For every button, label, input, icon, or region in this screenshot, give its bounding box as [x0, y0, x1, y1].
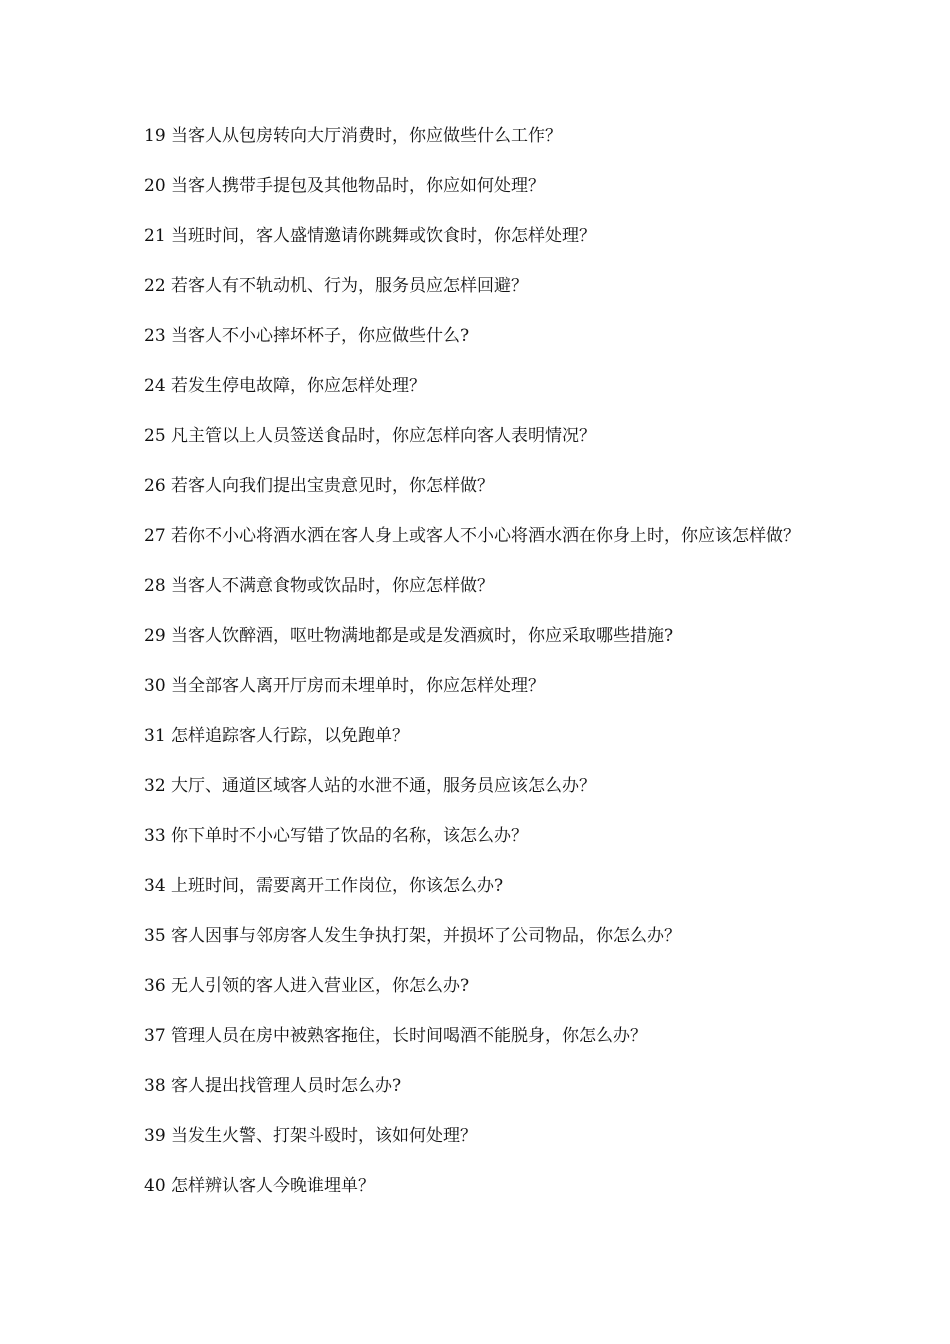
- question-34: 34 上班时间，需要离开工作岗位，你该怎么办?: [144, 876, 504, 896]
- question-25: 25 凡主管以上人员签送食品时，你应怎样向客人表明情况？: [144, 426, 597, 446]
- question-40: 40 怎样辨认客人今晚谁埋单？: [144, 1176, 376, 1196]
- question-23: 23 当客人不小心摔坏杯子，你应做些什么?: [144, 326, 470, 346]
- question-24: 24 若发生停电故障，你应怎样处理？: [144, 376, 427, 396]
- question-19: 19 当客人从包房转向大厅消费时，你应做些什么工作？: [144, 126, 563, 146]
- question-30: 30 当全部客人离开厅房而未埋单时，你应怎样处理？: [144, 676, 546, 696]
- question-20: 20 当客人携带手提包及其他物品时，你应如何处理？: [144, 176, 546, 196]
- question-28: 28 当客人不满意食物或饮品时，你应怎样做？: [144, 576, 495, 596]
- question-39: 39 当发生火警、打架斗殴时，该如何处理？: [144, 1126, 478, 1146]
- question-26: 26 若客人向我们提出宝贵意见时，你怎样做？: [144, 476, 495, 496]
- question-32: 32 大厅、通道区域客人站的水泄不通，服务员应该怎么办？: [144, 776, 597, 796]
- question-22: 22 若客人有不轨动机、行为，服务员应怎样回避？: [144, 276, 529, 296]
- question-list: [144, 124, 812, 1224]
- question-35: 35 客人因事与邻房客人发生争执打架，并损坏了公司物品，你怎么办？: [144, 926, 682, 946]
- question-27: 27 若你不小心将酒水洒在客人身上或客人不小心将酒水洒在你身上时，你应该怎样做？: [144, 526, 801, 546]
- question-37: 37 管理人员在房中被熟客拖住，长时间喝酒不能脱身，你怎么办？: [144, 1026, 648, 1046]
- question-38: 38 客人提出找管理人员时怎么办?: [144, 1076, 402, 1096]
- question-31: 31 怎样追踪客人行踪，以免跑单？: [144, 726, 410, 746]
- question-33: 33 你下单时不小心写错了饮品的名称，该怎么办？: [144, 826, 529, 846]
- question-29: 29 当客人饮醉酒，呕吐物满地都是或是发酒疯时，你应采取哪些措施?: [144, 626, 674, 646]
- question-21: 21 当班时间，客人盛情邀请你跳舞或饮食时，你怎样处理？: [144, 226, 597, 246]
- question-36: 36 无人引领的客人进入营业区，你怎么办?: [144, 976, 470, 996]
